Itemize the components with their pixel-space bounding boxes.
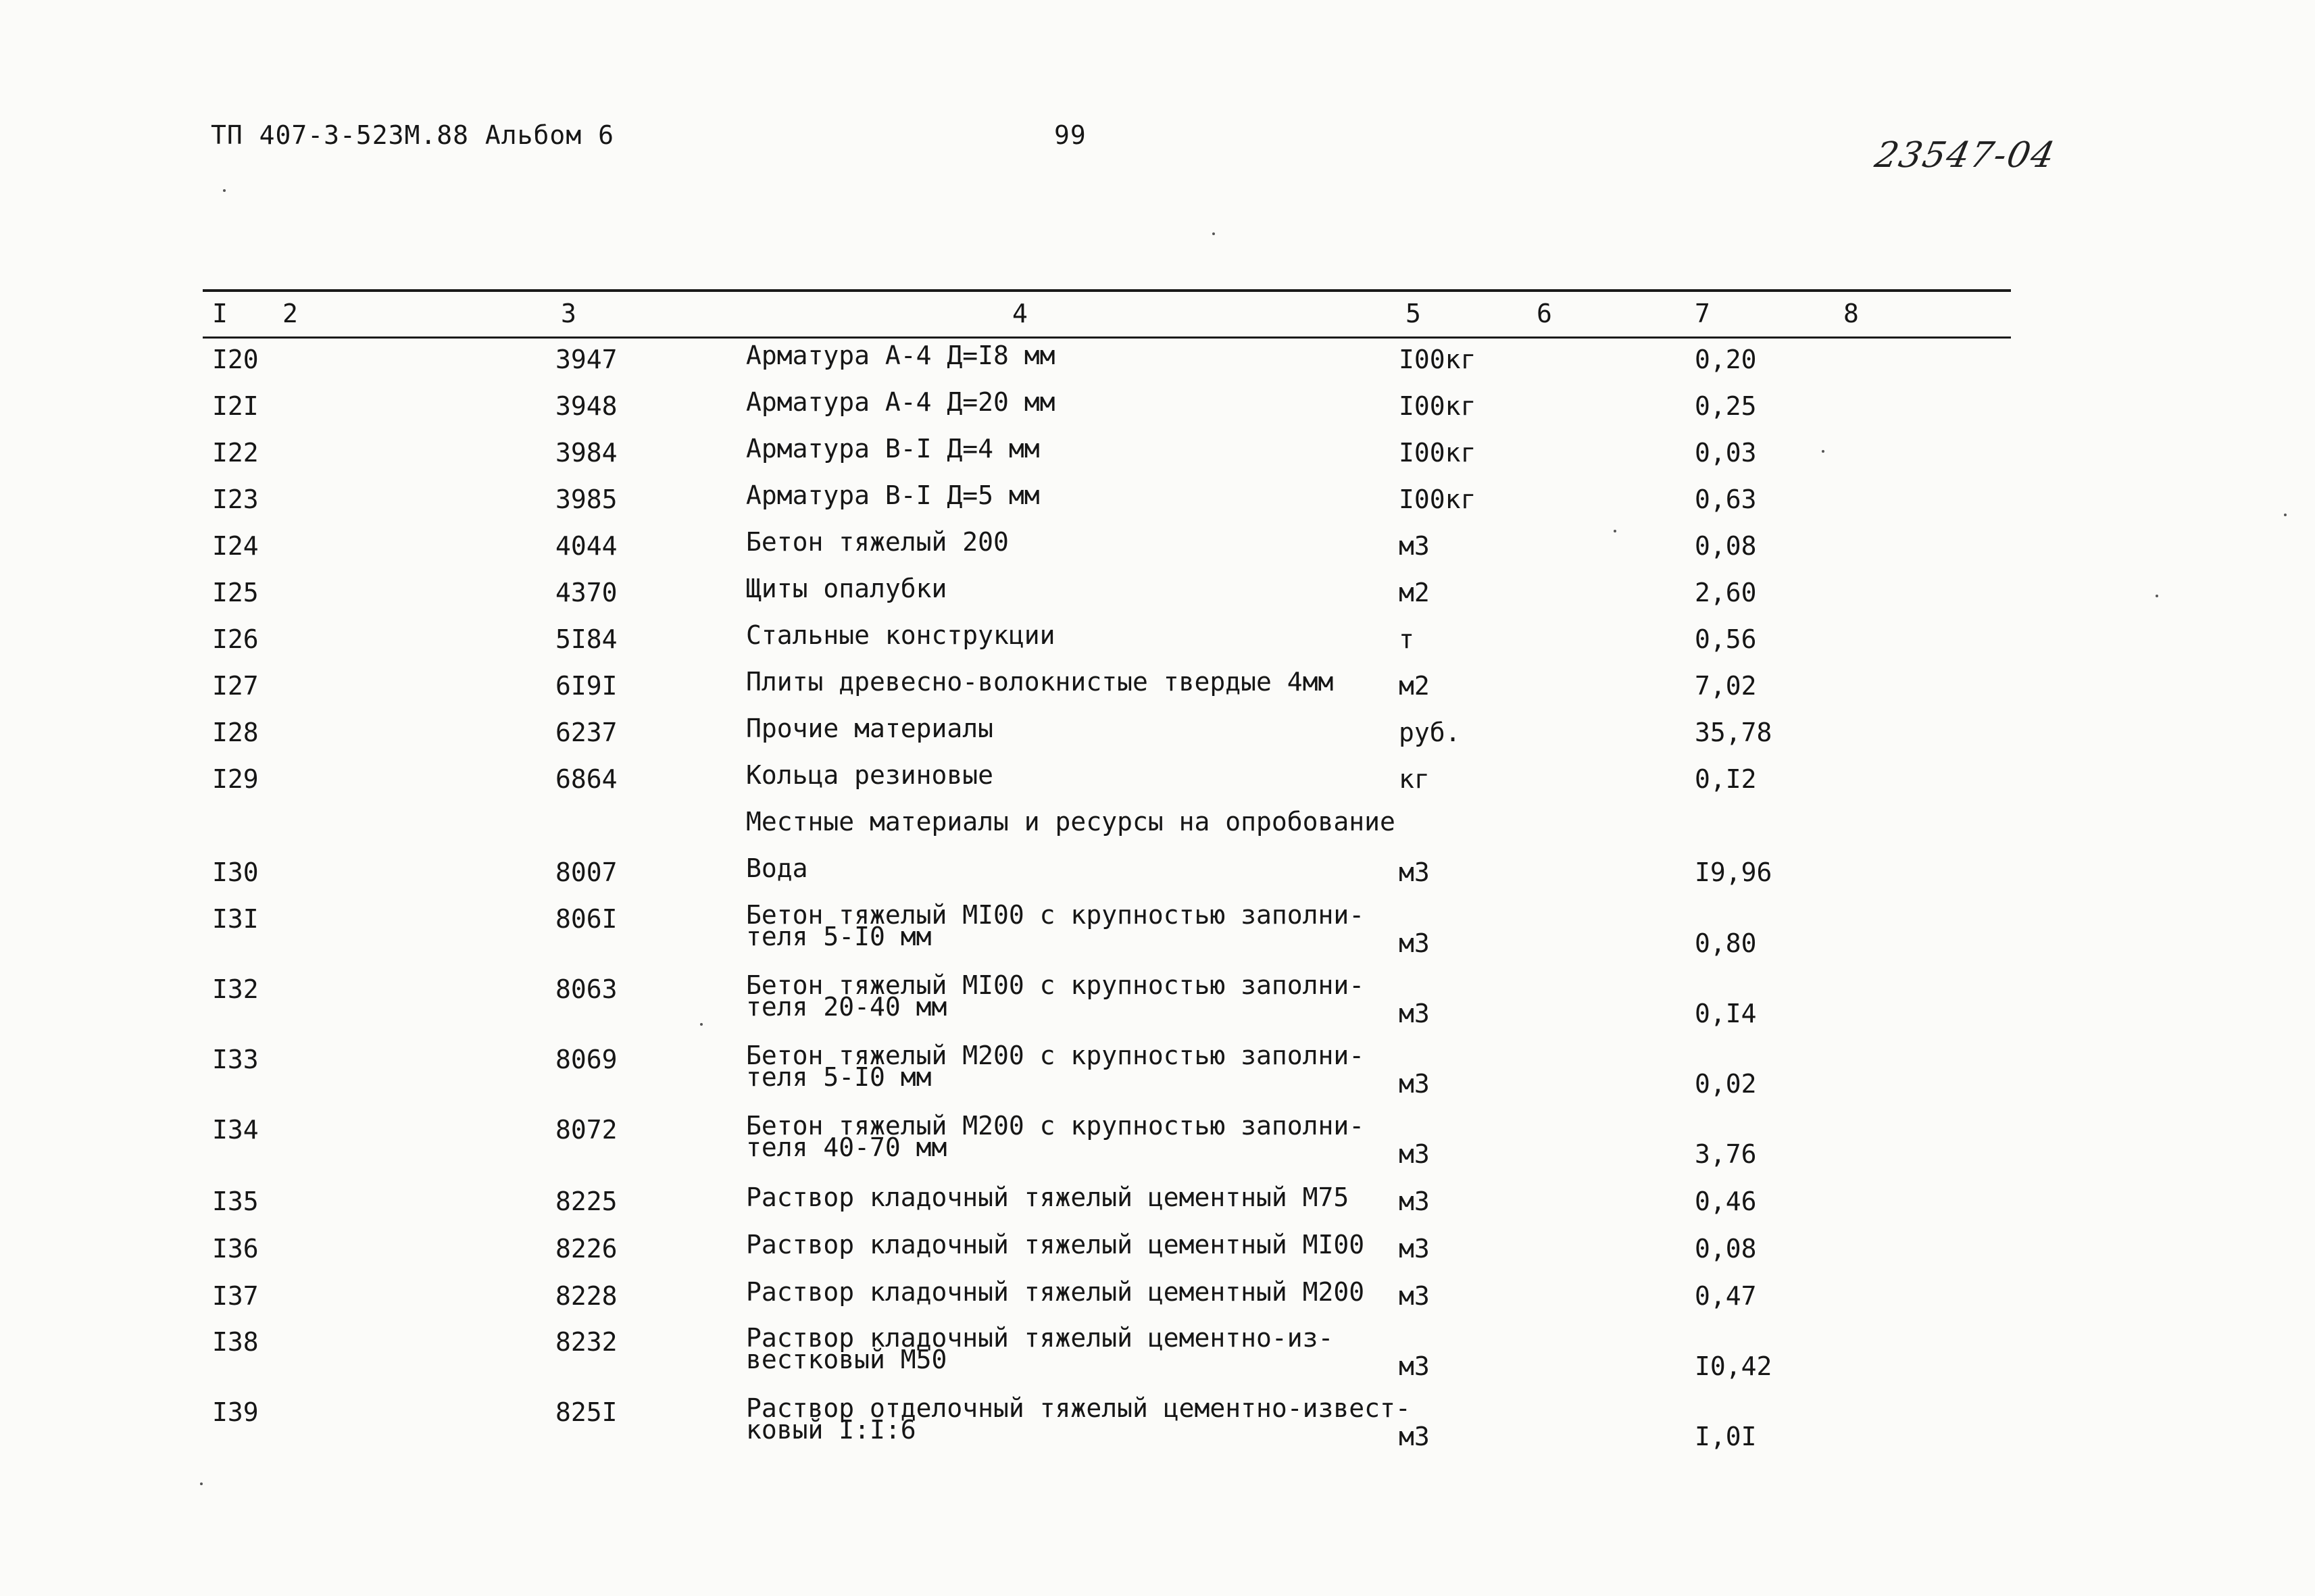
- row-number: I27: [212, 671, 259, 701]
- quantity: 0,80: [1695, 928, 1757, 958]
- scan-speck: [1822, 450, 1824, 453]
- resource-name: [746, 760, 994, 790]
- resource-name-line: Бетон тяжелый 200: [746, 527, 1009, 557]
- resource-code: 6864: [555, 764, 618, 794]
- resource-name-line: теля 5-I0 мм: [746, 1062, 932, 1092]
- quantity: 35,78: [1695, 718, 1772, 747]
- unit: м3: [1399, 1069, 1430, 1099]
- column-header: 4: [1012, 299, 1028, 328]
- table-top-rule: [203, 289, 2011, 292]
- unit: м3: [1399, 1422, 1430, 1451]
- resource-code: 4044: [555, 531, 618, 561]
- resource-code: 806I: [555, 904, 618, 934]
- resource-name: [746, 714, 994, 743]
- row-number: I25: [212, 578, 259, 607]
- resource-name: [746, 1393, 1411, 1445]
- row-number: I35: [212, 1187, 259, 1216]
- unit: I00кг: [1399, 438, 1476, 468]
- scan-speck: [1614, 530, 1616, 532]
- unit: м3: [1399, 857, 1430, 887]
- resource-name: [746, 1323, 1334, 1374]
- resource-name: [746, 1111, 1365, 1162]
- row-number: I30: [212, 857, 259, 887]
- row-number: I39: [212, 1397, 259, 1427]
- scan-speck: [700, 1023, 703, 1026]
- unit: I00кг: [1399, 484, 1476, 514]
- resource-name-line: ковый I:I:6: [746, 1415, 916, 1445]
- unit: I00кг: [1399, 345, 1476, 374]
- unit: м2: [1399, 578, 1430, 607]
- scan-speck: [200, 1482, 203, 1485]
- quantity: 0,20: [1695, 345, 1757, 374]
- resource-name: [746, 853, 808, 883]
- row-number: I29: [212, 764, 259, 794]
- quantity: 0,56: [1695, 624, 1757, 654]
- quantity: 0,63: [1695, 484, 1757, 514]
- quantity: 0,47: [1695, 1281, 1757, 1311]
- resource-name-line: Раствор кладочный тяжелый цементный М75: [746, 1182, 1349, 1212]
- resource-name: [746, 667, 1334, 697]
- resource-code: 6I9I: [555, 671, 618, 701]
- resource-name-line: Арматура В-I Д=5 мм: [746, 480, 1040, 510]
- quantity: 0,46: [1695, 1187, 1757, 1216]
- row-number: I23: [212, 484, 259, 514]
- page-number: 99: [1054, 120, 1087, 150]
- resource-name: [746, 387, 1055, 417]
- resource-name-line: Вода: [746, 853, 808, 883]
- quantity: 0,25: [1695, 391, 1757, 421]
- quantity: 7,02: [1695, 671, 1757, 701]
- unit: м3: [1399, 999, 1430, 1028]
- resource-name-line: Бетон тяжелый М200 с крупностью заполни-: [746, 1041, 1365, 1070]
- section-heading: Местные материалы и ресурсы на опробование: [746, 807, 1395, 837]
- quantity: 3,76: [1695, 1139, 1757, 1169]
- resource-name: [746, 1041, 1365, 1092]
- scan-speck: [2156, 595, 2158, 597]
- column-header: 7: [1695, 299, 1710, 328]
- resource-name-line: теля 40-70 мм: [746, 1132, 947, 1162]
- resource-name: [746, 1182, 1349, 1212]
- document-reference: ТП 407-3-523М.88 Альбом 6: [211, 120, 614, 150]
- column-header: I: [212, 299, 228, 328]
- resource-code: 8007: [555, 857, 618, 887]
- resource-code: 6237: [555, 718, 618, 747]
- unit: м3: [1399, 531, 1430, 561]
- resource-name-line: Плиты древесно-волокнистые твердые 4мм: [746, 667, 1334, 697]
- resource-code: 8063: [555, 974, 618, 1004]
- quantity: 0,03: [1695, 438, 1757, 468]
- resource-code: 825I: [555, 1397, 618, 1427]
- row-number: I38: [212, 1327, 259, 1357]
- row-number: I32: [212, 974, 259, 1004]
- quantity: 0,08: [1695, 531, 1757, 561]
- row-number: I20: [212, 345, 259, 374]
- unit: м3: [1399, 1139, 1430, 1169]
- scan-speck: [223, 189, 226, 192]
- resource-code: 8232: [555, 1327, 618, 1357]
- row-number: I34: [212, 1115, 259, 1145]
- resource-name-line: Раствор кладочный тяжелый цементный МI00: [746, 1230, 1365, 1260]
- resource-name-line: Раствор отделочный тяжелый цементно-извест-: [746, 1393, 1411, 1423]
- resource-name-line: Кольца резиновые: [746, 760, 994, 790]
- resource-name-line: Раствор кладочный тяжелый цементно-из-: [746, 1323, 1334, 1353]
- row-number: I33: [212, 1045, 259, 1074]
- column-header: 6: [1537, 299, 1552, 328]
- row-number: I37: [212, 1281, 259, 1311]
- quantity: I9,96: [1695, 857, 1772, 887]
- column-header: 2: [282, 299, 298, 328]
- resource-code: 3985: [555, 484, 618, 514]
- quantity: 0,08: [1695, 1234, 1757, 1264]
- unit: м2: [1399, 671, 1430, 701]
- resource-name: [746, 574, 947, 603]
- unit: I00кг: [1399, 391, 1476, 421]
- quantity: 2,60: [1695, 578, 1757, 607]
- resource-name-line: Арматура А-4 Д=20 мм: [746, 387, 1055, 417]
- resource-code: 3948: [555, 391, 618, 421]
- row-number: I2I: [212, 391, 259, 421]
- scan-speck: [1212, 232, 1215, 235]
- resource-name: [746, 970, 1365, 1022]
- resource-code: 5I84: [555, 624, 618, 654]
- scan-speck: [2284, 514, 2287, 516]
- resource-name-line: Стальные конструкции: [746, 620, 1055, 650]
- resource-name-line: теля 20-40 мм: [746, 992, 947, 1022]
- resource-name: [746, 900, 1365, 951]
- resource-name-line: Бетон тяжелый МI00 с крупностью заполни-: [746, 970, 1365, 1000]
- column-header: 5: [1405, 299, 1421, 328]
- table-header-rule: [203, 336, 2011, 339]
- row-number: I36: [212, 1234, 259, 1264]
- unit: кг: [1399, 764, 1430, 794]
- unit: м3: [1399, 928, 1430, 958]
- unit: м3: [1399, 1234, 1430, 1264]
- resource-name: [746, 527, 1009, 557]
- row-number: I28: [212, 718, 259, 747]
- resource-code: 3984: [555, 438, 618, 468]
- resource-name-line: Бетон тяжелый МI00 с крупностью заполни-: [746, 900, 1365, 930]
- resource-name-line: вестковый М50: [746, 1345, 947, 1374]
- column-header: 3: [561, 299, 576, 328]
- quantity: I0,42: [1695, 1351, 1772, 1381]
- resource-code: 8069: [555, 1045, 618, 1074]
- resource-code: 8225: [555, 1187, 618, 1216]
- resource-code: 3947: [555, 345, 618, 374]
- resource-name-line: Раствор кладочный тяжелый цементный М200: [746, 1277, 1365, 1307]
- resource-name: [746, 341, 1055, 370]
- resource-name-line: теля 5-I0 мм: [746, 922, 932, 951]
- inventory-stamp-number: 23547-04: [1871, 135, 2060, 176]
- resource-name-line: Щиты опалубки: [746, 574, 947, 603]
- resource-code: 8072: [555, 1115, 618, 1145]
- resource-name: [746, 1230, 1365, 1260]
- unit: т: [1399, 624, 1414, 654]
- resource-name-line: Прочие материалы: [746, 714, 994, 743]
- quantity: I,0I: [1695, 1422, 1757, 1451]
- resource-name: [746, 480, 1040, 510]
- row-number: I24: [212, 531, 259, 561]
- resource-name: [746, 434, 1040, 464]
- quantity: 0,I2: [1695, 764, 1757, 794]
- column-header: 8: [1843, 299, 1859, 328]
- quantity: 0,I4: [1695, 999, 1757, 1028]
- resource-name: [746, 1277, 1365, 1307]
- resource-code: 4370: [555, 578, 618, 607]
- resource-name-line: Арматура В-I Д=4 мм: [746, 434, 1040, 464]
- unit: м3: [1399, 1281, 1430, 1311]
- resource-name-line: Арматура А-4 Д=I8 мм: [746, 341, 1055, 370]
- row-number: I3I: [212, 904, 259, 934]
- resource-name: [746, 620, 1055, 650]
- resource-code: 8228: [555, 1281, 618, 1311]
- unit: руб.: [1399, 718, 1461, 747]
- unit: м3: [1399, 1187, 1430, 1216]
- row-number: I26: [212, 624, 259, 654]
- row-number: I22: [212, 438, 259, 468]
- resource-name-line: Бетон тяжелый М200 с крупностью заполни-: [746, 1111, 1365, 1141]
- unit: м3: [1399, 1351, 1430, 1381]
- resource-code: 8226: [555, 1234, 618, 1264]
- quantity: 0,02: [1695, 1069, 1757, 1099]
